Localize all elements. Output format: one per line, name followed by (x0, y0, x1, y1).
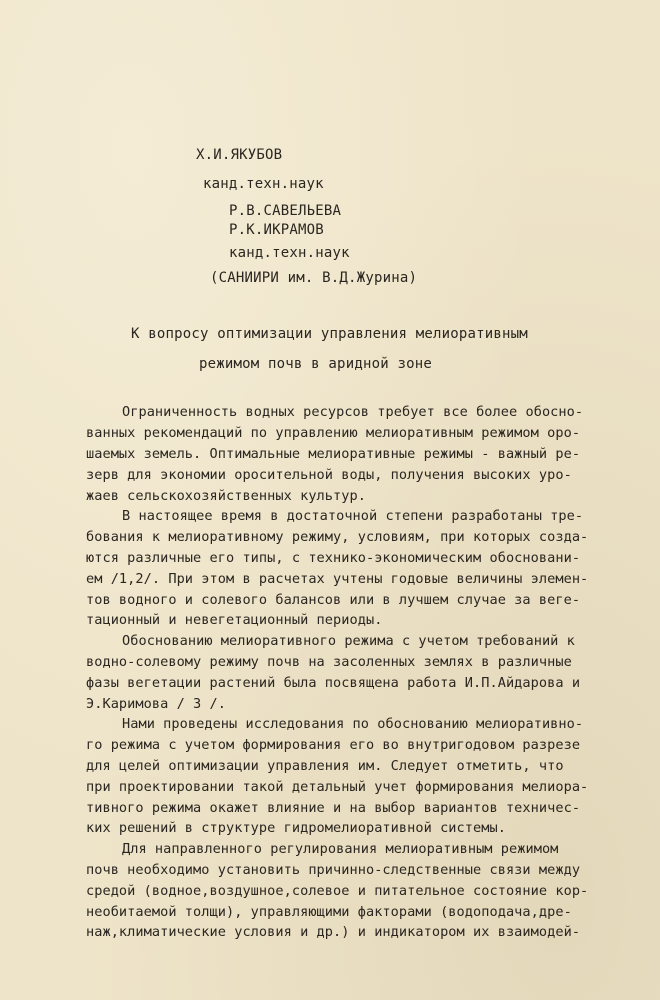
body-line: при проектировании такой детальный учет формирования мелиора- (86, 779, 589, 795)
body-line: Э.Каримова / 3 /. (86, 696, 226, 712)
institution: (САНИИРИ им. В.Д.Журина) (210, 270, 418, 286)
body-line: зерв для экономии оросительной воды, получения высоких уро- (86, 467, 572, 483)
body-line: водно-солевому режиму почв на засоленных землях в различные (86, 654, 572, 670)
body-line: шаемых земель. Оптимальные мелиоративные режимы - важный ре- (86, 446, 581, 462)
author-name: Х.И.ЯКУБОВ (196, 147, 283, 163)
body-line: бования к мелиоративному режиму, условиям, при которых созда- (86, 529, 589, 545)
body-line: Ограниченность водных ресурсов требует все более обосно- (122, 404, 584, 420)
body-line: средой (водное,воздушное,солевое и питательное состояние кор- (86, 883, 589, 899)
body-line: ванных рекомендаций по управлению мелиоративным режимом оро- (86, 425, 581, 441)
author-degree: канд.техн.наук (203, 176, 324, 192)
body-line: почв необходимо установить причинно-следственные связи между (86, 862, 581, 878)
body-line: необитаемой толщи), управляющими факторами (водоподача,дре- (86, 904, 572, 920)
body-line: фазы вегетации растений была посвящена работа И.П.Айдарова и (86, 675, 581, 691)
body-line: го режима с учетом формирования его во внутригодовом разрезе (86, 737, 581, 753)
body-line: ких решений в структуре гидромелиоративной системы. (86, 820, 506, 836)
body-line: жаев сельскохозяйственных культур. (86, 488, 366, 504)
body-line: тационный и невегетационный периоды. (86, 612, 383, 628)
title-line: режимом почв в аридной зоне (199, 356, 432, 372)
body-line: Для направленного регулирования мелиоративным режимом (122, 841, 559, 857)
author-name: Р.В.САВЕЛЬЕВА (229, 203, 342, 219)
body-line: ются различные его типы, с технико-экономическим обосновани- (86, 550, 581, 566)
body-line: Нами проведены исследования по обоснованию мелиоративно- (122, 716, 584, 732)
body-line: ем /1,2/. При этом в расчетах учтены годовые величины элемен- (86, 571, 589, 587)
body-line: тов водного и солевого балансов или в лучшем случае за веге- (86, 592, 581, 608)
body-line: Обоснованию мелиоративного режима с учетом требований к (122, 633, 575, 649)
author-degree: канд.техн.наук (229, 245, 350, 261)
author-name: Р.К.ИКРАМОВ (229, 222, 324, 238)
body-line: для целей оптимизации управления им. Следует отметить, что (86, 758, 564, 774)
body-line: наж,климатические условия и др.) и индикатором их взаимодей- (86, 924, 581, 940)
title-line: К вопросу оптимизации управления мелиоративным (131, 326, 528, 342)
body-line: В настоящее время в достаточной степени разработаны тре- (122, 508, 584, 524)
body-line: тивного режима окажет влияние и на выбор вариантов техничес- (86, 800, 581, 816)
